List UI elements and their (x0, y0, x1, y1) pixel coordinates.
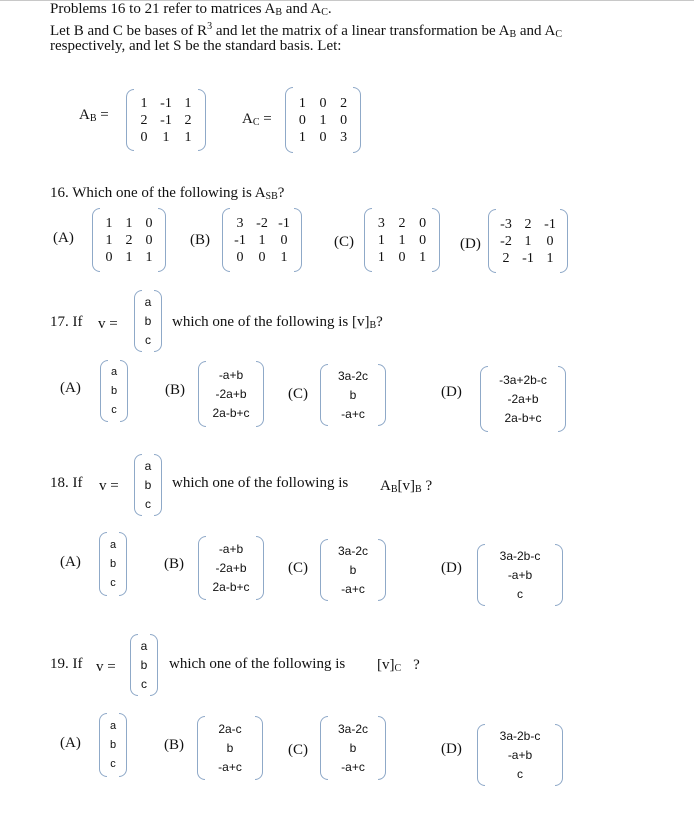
q16-label-d: (D) (460, 236, 481, 252)
matrix-row (197, 758, 263, 777)
q19-label-c: (C) (288, 742, 308, 758)
matrix-entry: 3a-2c (337, 721, 369, 736)
matrix-entry: -1 (160, 95, 172, 111)
matrix-entry: -3a+2b-c (499, 372, 547, 387)
right-bracket (119, 532, 127, 596)
matrix-entry: b (110, 384, 118, 397)
matrix-entry: -2a+b (507, 391, 539, 406)
matrix-entry: a (144, 458, 152, 473)
matrix-entry: 1 (140, 95, 148, 111)
q19-question: which one of the following is (169, 656, 346, 672)
matrix-entry: c (110, 757, 116, 770)
matrix-entry: 1 (377, 249, 385, 265)
matrix-row (198, 559, 264, 578)
matrix-entry: 2 (340, 95, 348, 111)
matrix-entry: 1 (298, 129, 306, 145)
matrix-entry: -1 (278, 215, 290, 231)
matrix-entry: 2 (184, 112, 192, 128)
matrix-row (477, 585, 563, 604)
matrix-entry: b (109, 557, 117, 570)
q16-option-b-matrix (222, 208, 302, 272)
matrix-row (477, 746, 563, 765)
matrix-row (92, 249, 166, 266)
matrix-entry: b (144, 313, 152, 328)
matrix-entry: 1 (298, 95, 306, 111)
right-bracket (119, 713, 127, 777)
matrix-row (126, 129, 206, 146)
matrix-entry: 0 (419, 232, 427, 248)
matrix-entry: a (144, 294, 152, 309)
right-bracket (158, 208, 166, 272)
matrix-entry: 2a-b+c (504, 410, 542, 425)
matrix-row (477, 566, 563, 585)
q19-label-b: (B) (164, 737, 184, 753)
matrix-row (197, 720, 263, 739)
matrix-row (364, 215, 440, 232)
matrix-entry: b (109, 738, 117, 751)
matrix-entry: 2 (125, 232, 133, 248)
matrix-row (320, 580, 386, 599)
matrix-entry: 2 (502, 250, 510, 266)
matrix-row (488, 216, 568, 233)
right-bracket (256, 536, 264, 600)
matrix-entry: 1 (184, 95, 192, 111)
matrix-entry: 1 (105, 232, 113, 248)
q17-question: which one of the following is $[v]_B$? (172, 314, 383, 331)
ab-label: $A_B$ = (79, 107, 109, 124)
q17-v-vector (134, 290, 162, 352)
matrix-entry: 0 (298, 112, 306, 128)
matrix-entry: 0 (340, 112, 348, 128)
matrix-row (285, 95, 361, 112)
matrix-entry: 0 (319, 129, 327, 145)
matrix-row (480, 371, 566, 390)
matrix-entry: -2a+b (215, 386, 247, 401)
matrix-entry: c (145, 332, 151, 347)
q18-question: which one of the following is (172, 475, 349, 491)
matrix-row (198, 540, 264, 559)
matrix-row (477, 765, 563, 784)
q18-v-eq: v = (99, 478, 119, 494)
q19-v-vector (130, 634, 158, 696)
matrix-row (364, 249, 440, 266)
q18-label-c: (C) (288, 560, 308, 576)
matrix-entry: 0 (280, 232, 288, 248)
right-bracket (555, 544, 563, 606)
right-bracket (255, 716, 263, 780)
q18-option-c-vector (320, 539, 386, 601)
q19-option-d-vector (477, 724, 563, 786)
right-bracket (198, 89, 206, 151)
q16-option-a-matrix (92, 208, 166, 272)
right-bracket (560, 209, 568, 273)
matrix-entry: 1 (145, 249, 153, 265)
matrix-entry: 3a-2c (337, 543, 369, 558)
matrix-entry: -1 (160, 112, 172, 128)
right-bracket (555, 724, 563, 786)
matrix-entry: a (109, 538, 117, 551)
matrix-entry: 1 (125, 249, 133, 265)
q18-option-d-vector (477, 544, 563, 606)
matrix-entry: b (349, 387, 357, 402)
matrix-entry: c (110, 576, 116, 589)
q18-label-b: (B) (164, 556, 184, 572)
matrix-entry: 2a-b+c (212, 579, 250, 594)
matrix-row (197, 739, 263, 758)
matrix-entry: c (517, 586, 523, 601)
q18-v-vector (134, 454, 162, 516)
right-bracket (120, 360, 128, 422)
matrix-entry: 1 (524, 233, 532, 249)
q19-option-b-vector (197, 716, 263, 780)
q19-option-c-vector (320, 716, 386, 780)
matrix-entry: 0 (145, 232, 153, 248)
matrix-entry: 3a-2b-c (499, 728, 541, 743)
q19-label-a: (A) (60, 735, 81, 751)
matrix-entry: -3 (500, 216, 512, 232)
matrix-row (222, 249, 302, 266)
q17-option-c-vector (320, 364, 386, 426)
matrix-row (320, 720, 386, 739)
q17-label-a: (A) (60, 380, 81, 396)
matrix-entry: 0 (140, 129, 148, 145)
matrix-entry: 2 (140, 112, 148, 128)
matrix-entry: 1 (546, 250, 554, 266)
matrix-row (320, 405, 386, 424)
matrix-entry: a (140, 638, 148, 653)
right-bracket (294, 208, 302, 272)
matrix-entry: a (110, 365, 118, 378)
matrix-row (222, 215, 302, 232)
matrix-entry: 1 (105, 215, 113, 231)
intro-line-2: Let B and C be bases of $R^3$ and let the matrix of a linear transformation be $A_B$ and $A_C$ (50, 21, 562, 40)
matrix-entry: -2 (256, 215, 268, 231)
ac-label: $A_C$ = (242, 111, 272, 128)
intro-line-3: respectively, and let S be the standard basis. Let: (50, 38, 342, 54)
matrix-entry: c (111, 403, 117, 416)
matrix-entry: -a+b (218, 367, 244, 382)
matrix-entry: -a+b (507, 747, 533, 762)
matrix-entry: -1 (522, 250, 534, 266)
q19-lead: 19. If (50, 656, 83, 672)
matrix-row (488, 250, 568, 267)
matrix-entry: 3 (236, 215, 244, 231)
matrix-entry: c (517, 766, 523, 781)
matrix-entry: 0 (105, 249, 113, 265)
q17-v-eq: v = (98, 316, 118, 332)
matrix-row (320, 739, 386, 758)
matrix-entry: -a+b (218, 541, 244, 556)
matrix-row (320, 758, 386, 777)
matrix-row (320, 561, 386, 580)
matrix-entry: 0 (419, 215, 427, 231)
matrix-entry: b (140, 657, 148, 672)
matrix-entry: 0 (398, 249, 406, 265)
matrix-entry: 1 (377, 232, 385, 248)
matrix-entry: -a+b (507, 567, 533, 582)
matrix-entry: 1 (258, 232, 266, 248)
q16-option-d-matrix (488, 209, 568, 273)
matrix-row (198, 578, 264, 597)
q17-label-d: (D) (441, 384, 462, 400)
matrix-entry: -2a+b (215, 560, 247, 575)
right-bracket (256, 361, 264, 427)
q16-label-b: (B) (190, 232, 210, 248)
matrix-entry: 1 (125, 215, 133, 231)
matrix-entry: -1 (234, 232, 246, 248)
q16-label-c: (C) (334, 234, 354, 250)
matrix-row (126, 112, 206, 129)
q18-label-d: (D) (441, 560, 462, 576)
q17-label-c: (C) (288, 386, 308, 402)
matrix-entry: b (226, 740, 234, 755)
q17-option-d-vector (480, 366, 566, 432)
matrix-entry: 3a-2c (337, 368, 369, 383)
matrix-entry: 3 (340, 129, 348, 145)
q19-option-a-vector (99, 713, 127, 777)
right-bracket (432, 208, 440, 272)
matrix-row (198, 404, 264, 423)
q16-option-c-matrix (364, 208, 440, 272)
matrix-entry: -a+c (341, 581, 365, 596)
q17-label-b: (B) (165, 382, 185, 398)
matrix-row (198, 385, 264, 404)
matrix-ac (285, 87, 361, 153)
matrix-row (222, 232, 302, 249)
right-bracket (378, 539, 386, 601)
q18-option-a-vector (99, 532, 127, 596)
matrix-row (477, 547, 563, 566)
matrix-entry: 0 (319, 95, 327, 111)
q18-label-a: (A) (60, 554, 81, 570)
matrix-entry: 3 (377, 215, 385, 231)
matrix-entry: b (349, 562, 357, 577)
right-bracket (353, 87, 361, 153)
matrix-entry: 1 (398, 232, 406, 248)
matrix-row (92, 232, 166, 249)
matrix-entry: -a+c (341, 406, 365, 421)
matrix-entry: b (349, 740, 357, 755)
matrix-entry: -a+c (341, 759, 365, 774)
q19-label-d: (D) (441, 741, 462, 757)
matrix-row (198, 366, 264, 385)
matrix-entry: 0 (258, 249, 266, 265)
matrix-entry: b (144, 477, 152, 492)
right-bracket (378, 364, 386, 426)
matrix-entry: 1 (162, 129, 170, 145)
q19-expression: $[v]_C$ ? (377, 657, 420, 674)
right-bracket (154, 290, 162, 352)
matrix-entry: -2 (500, 233, 512, 249)
right-bracket (378, 716, 386, 780)
matrix-row (488, 233, 568, 250)
q16-question: 16. Which one of the following is $A_{SB}$? (50, 185, 285, 202)
matrix-entry: 0 (236, 249, 244, 265)
matrix-entry: 2 (398, 215, 406, 231)
matrix-row (364, 232, 440, 249)
matrix-entry: 3a-2b-c (499, 548, 541, 563)
right-bracket (150, 634, 158, 696)
matrix-row (320, 367, 386, 386)
matrix-entry: a (109, 719, 117, 732)
matrix-row (477, 727, 563, 746)
matrix-entry: 1 (184, 129, 192, 145)
matrix-row (320, 542, 386, 561)
matrix-row (285, 129, 361, 146)
matrix-entry: c (141, 676, 147, 691)
matrix-row (126, 95, 206, 112)
matrix-entry: -1 (544, 216, 556, 232)
matrix-entry: c (145, 496, 151, 511)
matrix-entry: 1 (319, 112, 327, 128)
right-bracket (154, 454, 162, 516)
matrix-entry: 1 (419, 249, 427, 265)
matrix-entry: 0 (546, 233, 554, 249)
matrix-entry: -a+c (218, 759, 242, 774)
matrix-entry: 2a-c (218, 721, 242, 736)
matrix-row (480, 409, 566, 428)
intro-line-1: Problems 16 to 21 refer to matrices $A_B$ and $A_C$. (50, 1, 332, 18)
q17-lead: 17. If (50, 314, 83, 330)
q17-option-a-vector (100, 360, 128, 422)
q18-option-b-vector (198, 536, 264, 600)
q16-label-a: (A) (53, 230, 74, 246)
matrix-row (92, 215, 166, 232)
matrix-row (285, 112, 361, 129)
matrix-entry: 2 (524, 216, 532, 232)
matrix-row (480, 390, 566, 409)
q18-lead: 18. If (50, 475, 83, 491)
matrix-entry: 0 (145, 215, 153, 231)
matrix-ab (126, 89, 206, 151)
q17-option-b-vector (198, 361, 264, 427)
matrix-row (320, 386, 386, 405)
q18-expression: $A_B[v]_B$ ? (380, 478, 433, 495)
right-bracket (558, 366, 566, 432)
matrix-entry: 2a-b+c (212, 405, 250, 420)
matrix-entry: 1 (280, 249, 288, 265)
q19-v-eq: v = (96, 659, 116, 675)
